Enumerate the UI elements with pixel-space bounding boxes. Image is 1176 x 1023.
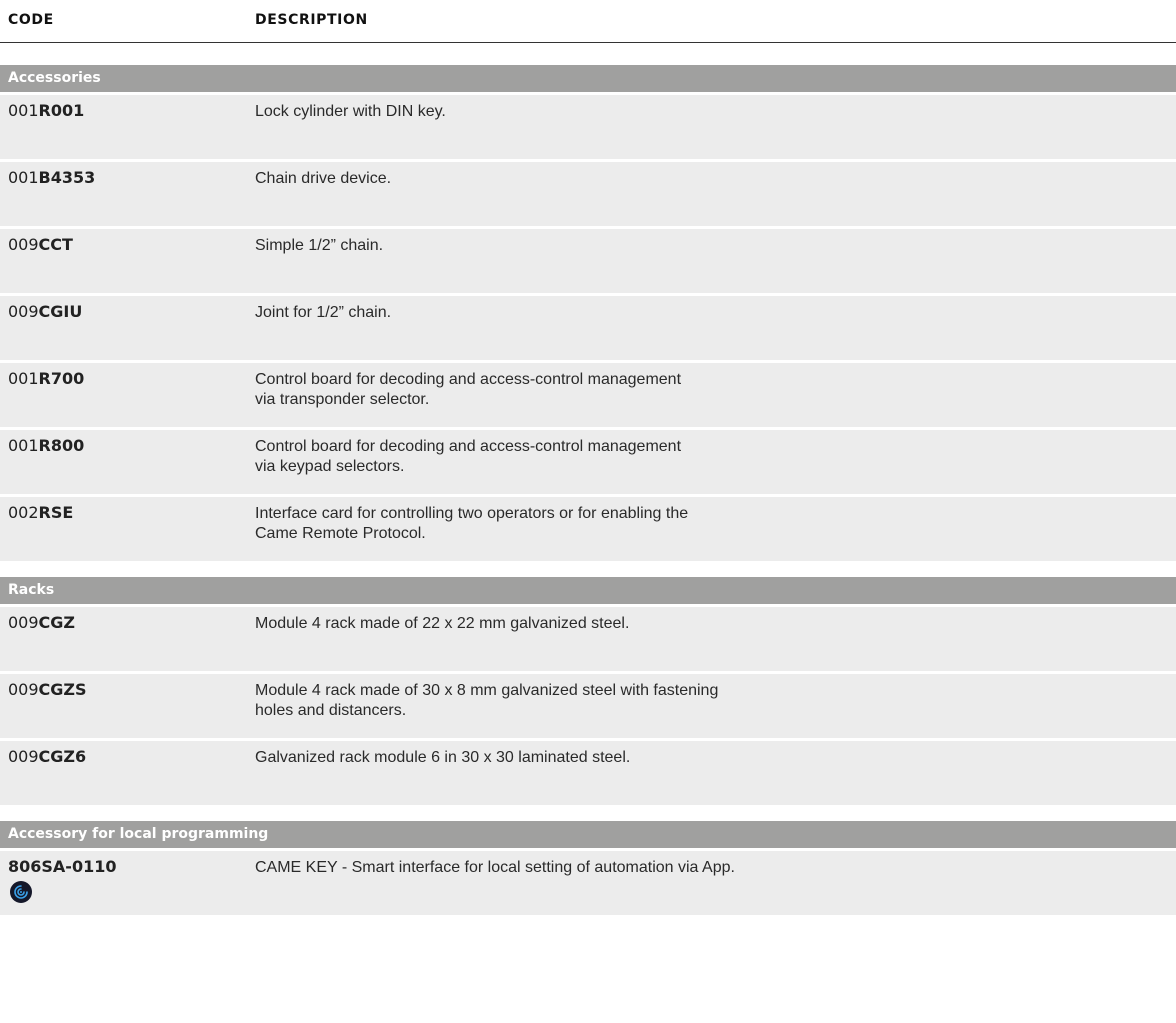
section-accessories [0, 65, 1176, 561]
section-racks [0, 577, 1176, 805]
product-code [8, 503, 73, 522]
code-main: CGZS [38, 680, 87, 699]
product-description: Control board for decoding and access-control management via keypad selectors. [255, 438, 682, 475]
product-description: Lock cylinder with DIN key. [255, 103, 446, 120]
code-main: 806SA-0110 [8, 857, 117, 876]
product-description: CAME KEY - Smart interface for local setting of automation via App. [255, 859, 735, 876]
product-description: Module 4 rack made of 30 x 8 mm galvanized steel with fastening holes and distancers. [255, 682, 719, 719]
product-description: Simple 1/2” chain. [255, 237, 384, 254]
table-row [0, 607, 1176, 671]
table-row [0, 430, 1176, 494]
product-code [8, 857, 116, 876]
code-main: CCT [38, 235, 73, 254]
code-prefix: 002 [8, 503, 39, 522]
code-main: R800 [38, 436, 85, 455]
code-main: CGIU [38, 302, 83, 321]
code-main: B4353 [38, 168, 96, 187]
column-header-description: DESCRIPTION [255, 12, 368, 28]
section-title: Accessory for local programming [0, 821, 1176, 848]
code-main: R700 [38, 369, 85, 388]
product-code [8, 168, 95, 187]
table-row [0, 741, 1176, 805]
section-local-programming [0, 821, 1176, 915]
code-main: RSE [38, 503, 74, 522]
code-prefix: 009 [8, 613, 39, 632]
code-prefix: 001 [8, 369, 39, 388]
table-row [0, 851, 1176, 915]
table-row [0, 363, 1176, 427]
table-row [0, 296, 1176, 360]
section-title: Racks [0, 577, 1176, 604]
code-main: CGZ [38, 613, 76, 632]
table-row [0, 674, 1176, 738]
table-row [0, 162, 1176, 226]
product-description: Joint for 1/2” chain. [255, 304, 392, 321]
product-description: Chain drive device. [255, 170, 392, 187]
product-code [8, 235, 73, 254]
section-title: Accessories [0, 65, 1176, 92]
product-description: Galvanized rack module 6 in 30 x 30 laminated steel. [255, 749, 631, 766]
table-row [0, 95, 1176, 159]
code-prefix: 001 [8, 436, 39, 455]
code-prefix: 009 [8, 747, 39, 766]
code-prefix: 009 [8, 235, 39, 254]
table-header [0, 0, 1176, 43]
product-description: Module 4 rack made of 22 x 22 mm galvanized steel. [255, 615, 630, 632]
product-description: Control board for decoding and access-control management via transponder selector. [255, 371, 682, 408]
code-prefix: 001 [8, 168, 39, 187]
product-code [8, 101, 84, 120]
code-main: R001 [38, 101, 85, 120]
product-code [8, 369, 84, 388]
product-code [8, 680, 87, 699]
product-code [8, 613, 75, 632]
table-row [0, 229, 1176, 293]
product-code [8, 436, 84, 455]
code-main: CGZ6 [38, 747, 87, 766]
table-row [0, 497, 1176, 561]
column-header-code: CODE [8, 12, 54, 28]
product-code [8, 747, 86, 766]
product-code [8, 302, 82, 321]
product-description: Interface card for controlling two operators or for enabling the Came Remote Protocol. [255, 505, 689, 542]
came-key-app-icon [10, 881, 32, 903]
code-prefix: 001 [8, 101, 39, 120]
code-prefix: 009 [8, 302, 39, 321]
code-prefix: 009 [8, 680, 39, 699]
